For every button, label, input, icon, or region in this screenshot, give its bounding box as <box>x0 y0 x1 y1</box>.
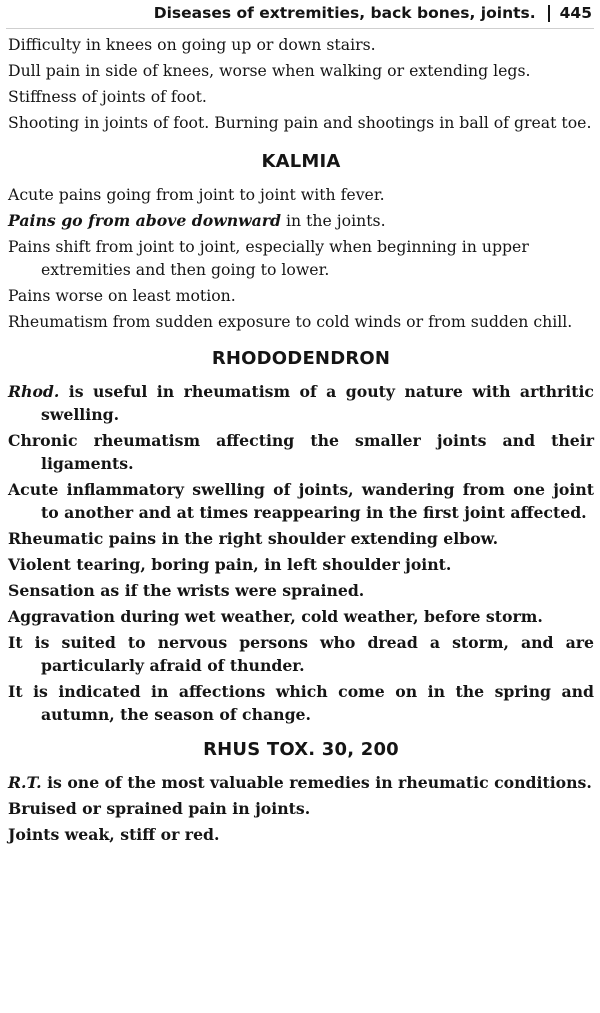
paragraph: It is suited to nervous persons who dread a storm, and are particularly afraid of thunder. <box>8 633 594 675</box>
section-rhus-tox <box>8 738 594 846</box>
paragraph <box>8 771 594 794</box>
paragraph: Sensation as if the wrists were sprained. <box>8 581 365 600</box>
paragraph: Violent tearing, boring pain, in left shoulder joint. <box>8 555 452 574</box>
section-kalmia <box>8 150 594 333</box>
page-number: 445 <box>559 4 592 22</box>
paragraph: Pains worse on least motion. <box>8 286 236 305</box>
paragraph: Rheumatic pains in the right shoulder extending elbow. <box>8 529 499 548</box>
emphasis-text: Rhod. <box>8 382 60 401</box>
paragraph: Aggravation during wet weather, cold weather, before storm. <box>8 607 543 626</box>
paragraph-text: is one of the most valuable remedies in rheumatic conditions. <box>41 773 592 792</box>
paragraph: Acute pains going from joint to joint with fever. <box>8 185 385 204</box>
section-rhododendron <box>8 347 594 726</box>
header-rule <box>6 28 594 29</box>
paragraph: Bruised or sprained pain in joints. <box>8 799 311 818</box>
paragraph <box>8 380 594 426</box>
paragraph: It is indicated in affections which come on in the spring and autumn, the season of change. <box>8 682 594 724</box>
paragraph: Chronic rheumatism affecting the smaller joints and their ligaments. <box>8 431 594 473</box>
page-body <box>8 33 594 849</box>
paragraph: Shooting in joints of foot. Burning pain and shootings in ball of great toe. <box>8 113 592 132</box>
emphasis-text: R.T. <box>8 773 42 792</box>
emphasis-text: Pains go from above downward <box>8 211 282 230</box>
paragraph: Pains shift from joint to joint, especially when beginning in upper extremities and then going to lower. <box>8 237 529 279</box>
section-heading: RHODODENDRON <box>211 348 391 369</box>
paragraph: Dull pain in side of knees, worse when walking or extending legs. <box>8 61 531 80</box>
paragraph-text: in the joints. <box>281 211 386 230</box>
paragraph: Joints weak, stiff or red. <box>8 825 220 844</box>
paragraph-text: is useful in rheumatism of a gouty nature with arthritic swelling. <box>41 382 594 424</box>
paragraph: Difficulty in knees on going up or down stairs. <box>8 35 376 54</box>
running-header-title: Diseases of extremities, back bones, joints. <box>153 4 536 22</box>
intro-section <box>8 33 594 134</box>
header-separator <box>548 5 550 22</box>
paragraph: Rheumatism from sudden exposure to cold winds or from sudden chill. <box>8 312 573 331</box>
running-header <box>52 0 592 26</box>
paragraph: Acute inflammatory swelling of joints, wandering from one joint to another and at times reappearing in the first joint affected. <box>8 480 594 522</box>
paragraph: Stiffness of joints of foot. <box>8 87 207 106</box>
section-heading: RHUS TOX. 30, 200 <box>203 739 399 760</box>
section-heading: KALMIA <box>261 151 341 172</box>
paragraph <box>8 209 594 232</box>
